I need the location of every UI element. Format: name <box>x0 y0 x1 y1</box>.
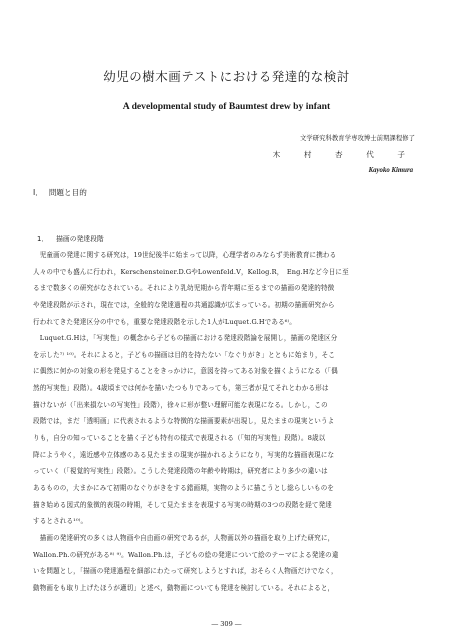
body-line: あるものの，大まかにみて初期のなぐりがきをする錯画期，実物のように描こうとし総らしいものを <box>33 483 335 492</box>
section-heading <box>33 187 87 198</box>
body-line: Wallon.Ph.の研究がある⁸⁾ ⁹⁾。Wallon.Ph.は，子どもの絵の発達について絵のテーマによる発達の違 <box>33 550 339 559</box>
title-japanese: 幼児の樹木画テストにおける発達的な検討 <box>103 69 350 84</box>
body-line: に偶然に何かの対象の形を発見することをきっかけに，意図を持ってある対象を描くようになる（「偶 <box>33 367 338 376</box>
body-line: Luquet.G.Hは，「写実性」の概念から子どもの描画における発達段階論を展開し，描画の発達区分 <box>33 334 338 343</box>
section-title: 問題と目的 <box>48 188 87 197</box>
page-number: ― 309 ― <box>211 620 242 628</box>
body-line: 描けないが（「出来損ないの写実性」段階），徐々に形が整い理解可能な表現になる。しかし，この <box>33 400 328 409</box>
body-line: るまで数多くの研究がなされている。それにより乳幼児期から青年期に至るまでの描画の発達的特徴 <box>33 284 335 293</box>
section-number: Ⅰ． <box>33 188 43 197</box>
body-line: 描き始める図式的象徴的表現の時期，そして見たままを表現する写実の時期の3つの段階を経て発達 <box>33 500 332 509</box>
body-line: りも，自分の知っていることを描く子ども特有の様式で表現される（「知的写実性」段階）。8歳以 <box>33 434 326 443</box>
body-line: 人々の中でも盛んに行われ，Kerschensteiner.D.GやLowenfeld.V，Kellog.R， Eng.Hなど今日に至 <box>33 267 349 276</box>
body-line: 児童画の発達に関する研究は，19世紀後半に始まって以降，心理学者のみならず美術教育に携わる <box>33 251 337 259</box>
body-line: するとされる¹⁰⁾。 <box>33 517 88 526</box>
author-affiliation: 文学研究科教育学専攻博士前期課程修了 <box>299 134 415 142</box>
author-name-japanese: 木 村 杏 代 子 <box>272 150 413 159</box>
body-line: 描画の発達研究の多くは人物画や自由画の研究であるが，人物画以外の描画を取り上げた研究に， <box>33 533 335 542</box>
body-line: や発達段階が示され，現在では，全般的な発達過程の共通認識が広まっている。初期の描画研究から <box>33 300 335 309</box>
body-line: 降にようやく，遠近感や立体感のある見たままの現実が描かれるようになり，写実的な描画表現にな <box>33 450 335 459</box>
body-line: 然的写実性」段階）。4歳頃までは何かを描いたつもりであっても，第三者が見てそれとわかる形は <box>33 384 329 393</box>
body-line: を示した⁷⁾ ¹⁰⁾。それによると，子どもの描画は目的を持たない「なぐりがき」とともに始まり，そこ <box>33 350 336 359</box>
body-line: 動物画をも取り上げたほうが適切」と述べ，動物画についても発達を検討している。それによると， <box>33 583 335 592</box>
body-line: っていく（「視覚的写実性」段階）。こうした発達段階の年齢や時期は，研究者により多少の違いは <box>33 467 328 476</box>
subsection-heading <box>37 233 104 243</box>
body-line: いを問題とし，「描画の発達過程を細部にわたって研究しようとすれば，おそらく人物画だけでなく， <box>33 567 338 576</box>
author-name-english: Kayoko Kimura <box>368 167 413 174</box>
body-text <box>33 247 419 596</box>
subsection-number: 1． <box>37 235 49 243</box>
body-line: 段階では，まだ「透明画」に代表されるような特徴的な描画要素が出現し，見たままの現実というよ <box>33 417 335 426</box>
subsection-title: 描画の発達段階 <box>56 235 104 243</box>
body-line: 行われてきた発達区分の中でも，重要な発達段階を示した1人がLuquet.G.Hである⁶⁾。 <box>33 317 296 326</box>
title-english: A developmental study of Baumtest drew by infant <box>122 101 331 112</box>
